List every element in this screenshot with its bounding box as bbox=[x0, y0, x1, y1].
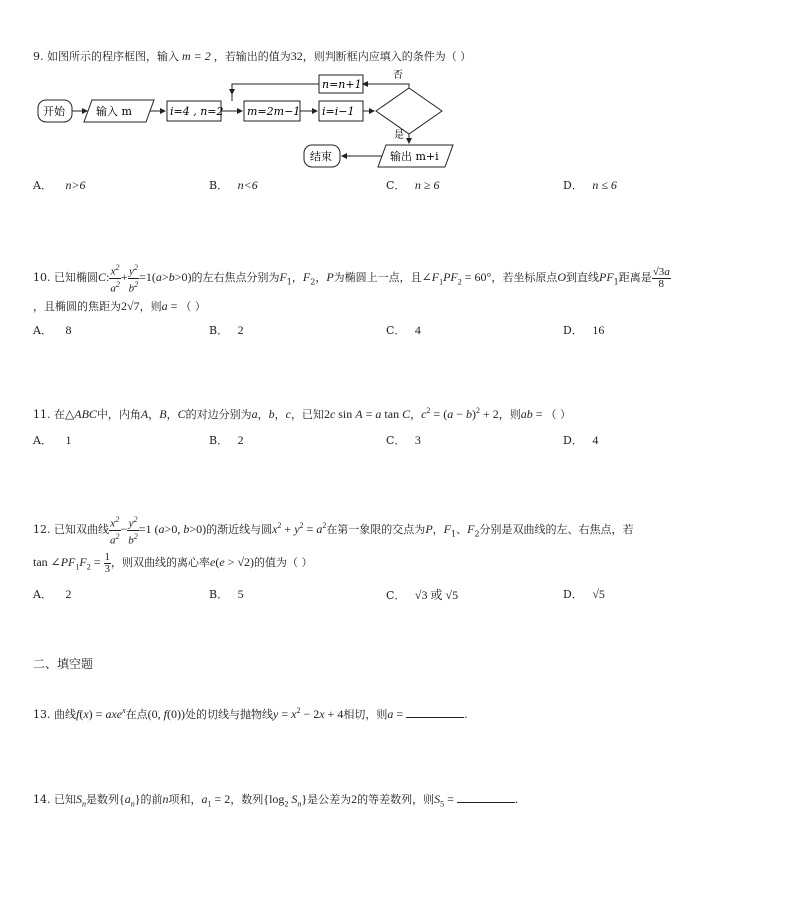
q11-stem: 11. 在△ABC中，内角A，B，C的对边分别为a，b，c，已知2c sin A = a tan C，$c^2 = (a - b)^2 + 2$，则ab = （ ） bbox=[33, 406, 572, 421]
q9-flowchart bbox=[30, 64, 460, 174]
flow-init-text: i=4 , n=2 bbox=[170, 105, 224, 118]
flow-decision bbox=[376, 88, 442, 134]
q12-option-b[interactable]: B． 5 bbox=[209, 587, 244, 601]
q12-option-d[interactable]: D． √5 bbox=[563, 587, 605, 601]
q14-answer-blank[interactable] bbox=[457, 792, 515, 803]
flow-input-text: 输入 m bbox=[96, 105, 132, 118]
q9-option-a[interactable]: A． n>6 bbox=[33, 178, 86, 192]
q14-stem: 14. 已知$S_n$是数列$\{a_n\}$的前n项和，$a_1 = 2$，数列{$\log_2$ $S_n$}是公差为2的等差数列，则$S_5$ = . bbox=[33, 792, 519, 809]
q9-option-c[interactable]: C． n ≥ 6 bbox=[386, 178, 440, 192]
q12-stem: 12. 已知双曲线 $\frac{x^2}{a^2}$ − $\frac{y^2}{b^2}$ =1 (a>0, b>0)的渐近线与圆$x^2 + y^2 = a^2$在第一象限的交点为P，$F_1$、$F_2$分别是双曲线的左、右焦点，若 bbox=[33, 515, 634, 547]
flow-end-text: 结束 bbox=[310, 150, 332, 163]
flow-output-text: 输出 m+i bbox=[390, 150, 439, 163]
q10-option-b[interactable]: B． 2 bbox=[209, 323, 244, 337]
q12-stem-line2: $\tan \angle PF_1F_2$ = $\frac{1}{3}$ ，则双曲线的离心率e(e > √2)的值为（ ） bbox=[33, 550, 313, 575]
q10-option-d[interactable]: D． 16 bbox=[563, 323, 605, 337]
q13-stem: 13. 曲线f(x) = axe$^x$在点(0, f(0))处的切线与抛物线$y = x^2 - 2x + 4$相切，则a = . bbox=[33, 706, 468, 721]
q10-stem: 10. 已知椭圆C: $\frac{x^2}{a^2}$ + $\frac{y^2}{b^2}$ =1(a>b>0)的左右焦点分别为$F_1$，$F_2$，P为椭圆上一点，且$\angle F_1PF_2 = 60^\circ$，若坐标原点O到直线$PF_1$距离是 $\frac{√3a}{8}$ bbox=[33, 263, 670, 295]
q12-option-c[interactable]: C． √3 或 √5 bbox=[386, 588, 459, 602]
flow-update-text: n=n+1 bbox=[322, 78, 362, 91]
q11-option-d[interactable]: D． 4 bbox=[563, 433, 599, 447]
section-fill-in-title: 二、填空题 bbox=[33, 657, 94, 671]
q10-option-a[interactable]: A． 8 bbox=[33, 323, 72, 337]
q13-answer-blank[interactable] bbox=[406, 707, 464, 718]
q9-option-d[interactable]: D． n ≤ 6 bbox=[563, 178, 617, 192]
flow-yes-label: 是 bbox=[394, 130, 404, 141]
q11-option-c[interactable]: C． 3 bbox=[386, 433, 421, 447]
flow-assign-text: m=2m−1 bbox=[247, 105, 301, 118]
q11-option-a[interactable]: A． 1 bbox=[33, 433, 72, 447]
flow-no-label: 否 bbox=[393, 70, 403, 81]
q10-stem-line2: ，且椭圆的焦距为2√7，则a = （ ） bbox=[33, 299, 206, 313]
q9-stem: 9. 如图所示的程序框图，输入 m = 2 ，若输出的值为32，则判断框内应填入的条件为（ ） bbox=[33, 49, 472, 63]
q10-option-c[interactable]: C． 4 bbox=[386, 323, 421, 337]
q12-option-a[interactable]: A． 2 bbox=[33, 587, 72, 601]
flow-start-text: 开始 bbox=[43, 105, 65, 118]
q11-option-b[interactable]: B． 2 bbox=[209, 433, 244, 447]
flow-dec-text: i=i−1 bbox=[322, 105, 355, 118]
q9-option-b[interactable]: B． n<6 bbox=[209, 178, 258, 192]
